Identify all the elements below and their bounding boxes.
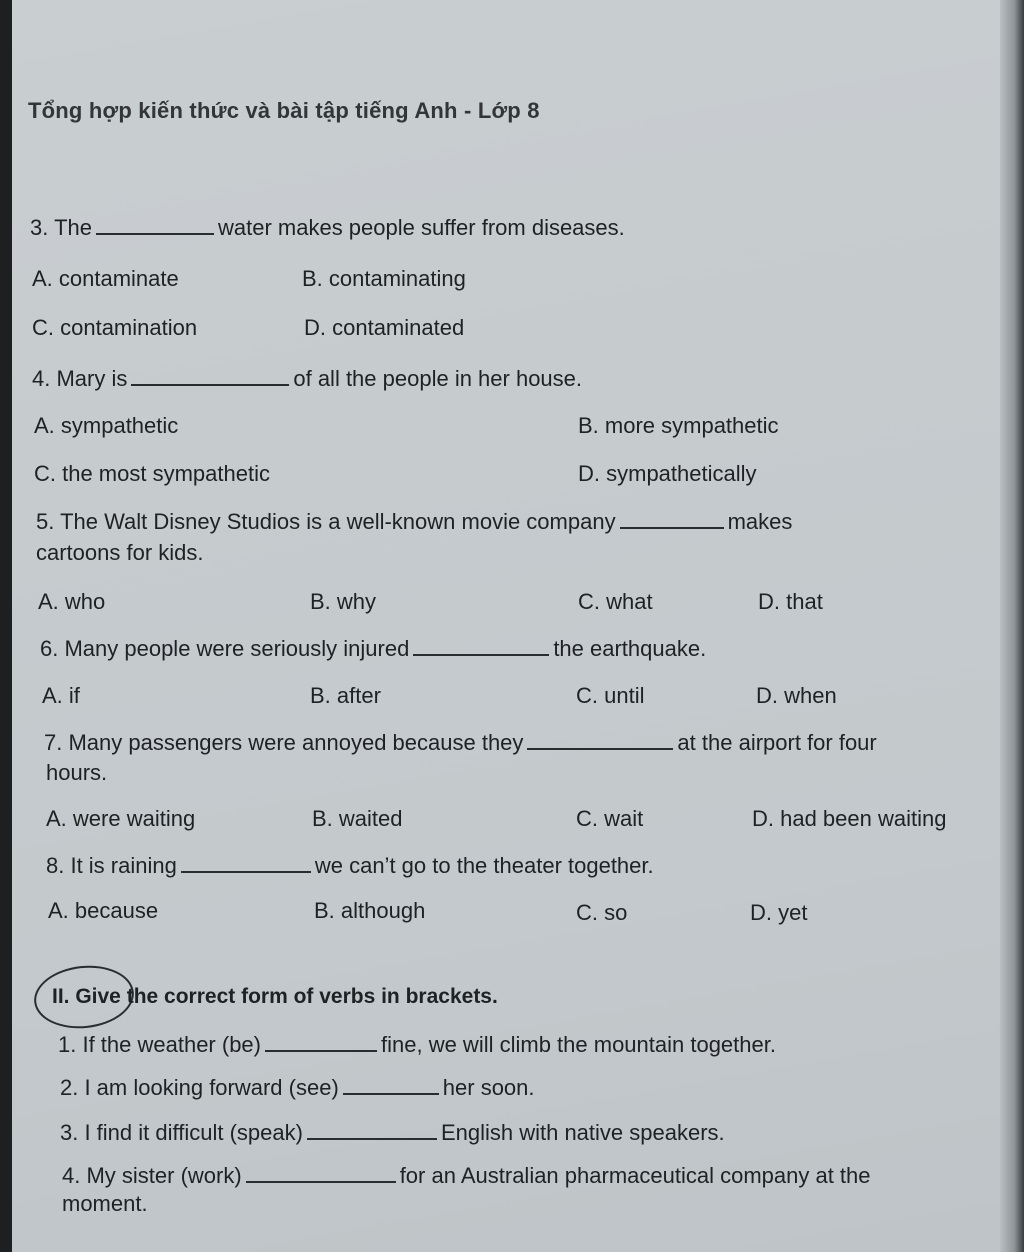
- item-1-prefix: 1. If the weather (be): [58, 1032, 261, 1057]
- page-edge: [1000, 0, 1024, 1252]
- option-7c: C. wait: [576, 806, 644, 831]
- item-2-prefix: 2. I am looking forward (see): [60, 1075, 339, 1100]
- option-3b: B. contaminating: [302, 266, 466, 291]
- section-2-item-4: [62, 1163, 871, 1189]
- section-2-item-3: [60, 1120, 725, 1146]
- section-2-title: II. Give the correct form of verbs in brackets.: [52, 985, 498, 1008]
- option-7a: A. were waiting: [46, 806, 196, 831]
- answer-blank: [307, 1120, 437, 1140]
- option-5b: B. why: [310, 589, 377, 614]
- option-6c: C. until: [576, 683, 645, 708]
- question-6: [40, 636, 706, 662]
- question-4-suffix: of all the people in her house.: [293, 366, 583, 391]
- worksheet-page: [12, 0, 1012, 1252]
- section-2-item-1: [58, 1032, 776, 1058]
- item-4-prefix: 4. My sister (work): [62, 1163, 242, 1188]
- question-7-suffix: at the airport for four: [677, 730, 877, 755]
- section-2-item-4-line2: moment.: [62, 1191, 148, 1216]
- question-6-suffix: the earthquake.: [553, 636, 707, 661]
- item-2-suffix: her soon.: [442, 1075, 535, 1100]
- answer-blank: [181, 853, 311, 873]
- option-4a: A. sympathetic: [34, 413, 179, 438]
- option-8b: B. although: [314, 898, 426, 923]
- option-5a: A. who: [38, 589, 106, 614]
- option-8d: D. yet: [750, 900, 808, 925]
- question-5-suffix: makes: [727, 509, 793, 534]
- question-7: [44, 730, 877, 756]
- option-7b: B. waited: [312, 806, 403, 831]
- question-6-prefix: 6. Many people were seriously injured: [40, 636, 410, 661]
- question-5-prefix: 5. The Walt Disney Studios is a well-known movie company: [36, 509, 616, 534]
- item-4-suffix: for an Australian pharmaceutical company at the: [399, 1163, 871, 1188]
- option-8c: C. so: [576, 900, 628, 925]
- option-4c: C. the most sympathetic: [34, 461, 270, 486]
- question-5: [36, 509, 792, 535]
- question-3: [30, 215, 625, 241]
- answer-blank: [343, 1075, 439, 1095]
- question-5-line2: cartoons for kids.: [36, 540, 204, 565]
- answer-blank: [265, 1032, 377, 1052]
- answer-blank: [620, 509, 724, 529]
- option-7d: D. had been waiting: [752, 806, 947, 831]
- question-8: [46, 853, 654, 879]
- option-3d: D. contaminated: [304, 315, 465, 340]
- question-4-prefix: 4. Mary is: [32, 366, 128, 391]
- question-8-prefix: 8. It is raining: [46, 853, 177, 878]
- option-4b: B. more sympathetic: [578, 413, 779, 438]
- option-3c: C. contamination: [32, 315, 198, 340]
- question-3-suffix: water makes people suffer from diseases.: [217, 215, 625, 240]
- option-6d: D. when: [756, 683, 837, 708]
- answer-blank: [96, 215, 214, 235]
- question-3-prefix: 3. The: [30, 215, 92, 240]
- option-4d: D. sympathetically: [578, 461, 757, 486]
- option-6a: A. if: [42, 683, 80, 708]
- option-8a: A. because: [48, 898, 159, 923]
- option-5c: C. what: [578, 589, 653, 614]
- answer-blank: [246, 1163, 396, 1183]
- section-2-item-2: [60, 1075, 535, 1101]
- item-3-prefix: 3. I find it difficult (speak): [60, 1120, 303, 1145]
- answer-blank: [527, 730, 673, 750]
- question-7-prefix: 7. Many passengers were annoyed because they: [44, 730, 524, 755]
- option-6b: B. after: [310, 683, 381, 708]
- option-5d: D. that: [758, 589, 823, 614]
- answer-blank: [413, 636, 549, 656]
- question-8-suffix: we can’t go to the theater together.: [314, 853, 654, 878]
- option-3a: A. contaminate: [32, 266, 179, 291]
- answer-blank: [131, 366, 289, 386]
- question-7-line2: hours.: [46, 760, 108, 785]
- item-1-suffix: fine, we will climb the mountain together.: [381, 1032, 776, 1057]
- page-header: Tổng hợp kiến thức và bài tập tiếng Anh - Lớp 8: [28, 98, 540, 123]
- item-3-suffix: English with native speakers.: [440, 1120, 725, 1145]
- question-4: [32, 366, 582, 392]
